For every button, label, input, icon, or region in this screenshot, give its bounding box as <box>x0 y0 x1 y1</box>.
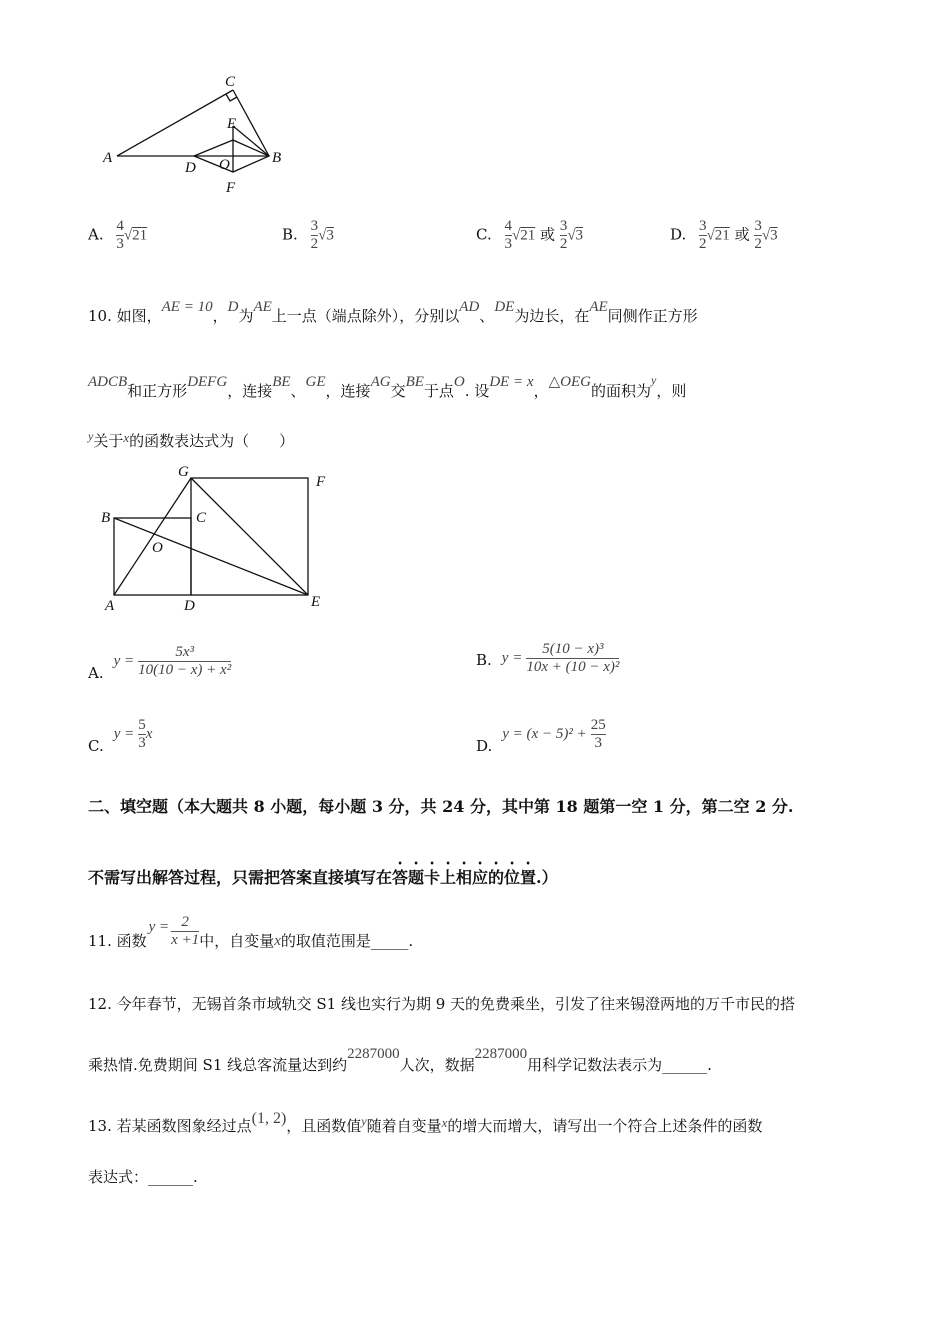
q9-option-c[interactable]: C. $\frac{4}{3}$ √21 或 $\frac{3}{2}$ √3 <box>476 218 584 252</box>
q10-line1: 10. 如图，AE = 10，D为AE上一点（端点除外），分别以AD、DE为边长，在AE同侧作正方形 <box>88 299 698 325</box>
q13-line1: 13. 若某函数图象经过点(1, 2)，且函数值$^y$随着自变量x的增大而增大，请写出一个符合上述条件的函数 <box>88 1110 763 1135</box>
fig1-label-a: A <box>103 150 113 166</box>
q10-option-a[interactable]: A. y = $\frac{\text{5x³}}{\text{10(10 − x) + x²}}$ <box>88 643 232 682</box>
fig1-label-c: C <box>225 74 236 90</box>
q12-line1: 12. 今年春节，无锡首条市域轨交 S1 线也实行为期 9 天的免费乘坐，引发了往来锡澄两地的万千市民的搭 <box>88 995 796 1013</box>
section2-heading-line2: 不需写出解答过程，只需把答案直接填写在答题卡上相应的位置.） <box>88 868 558 887</box>
q13-line2: 表达式：______. <box>88 1168 198 1186</box>
fig2-label-f: F <box>316 474 326 490</box>
q9-option-b[interactable]: B. $\frac{3}{2}$ √3 <box>282 218 334 252</box>
fig2-label-g: G <box>178 464 189 480</box>
squares-figure <box>95 458 345 618</box>
fig1-label-e: E <box>227 116 237 132</box>
q11: 11. 函数 y = $\frac{2}{x +1}$ 中，自变量 x 的取值范围是_____. <box>88 913 414 950</box>
q10-line3: $^y$关于x的函数表达式为（ ） <box>88 429 295 450</box>
q10-line2: ADCB和正方形DEFG，连接BE、GE，连接AG交BE于点O. 设DE = x，△OEG的面积为$^y$，则 <box>88 373 687 400</box>
triangle-figure <box>95 68 295 198</box>
fig2-label-b: B <box>101 510 111 526</box>
fig2-label-e: E <box>311 594 321 610</box>
fig2-label-a: A <box>105 598 115 614</box>
q10-option-d[interactable]: D. y = (x − 5)² + $\frac{25}{3}$ <box>476 716 606 755</box>
q12-line2: 乘热情.免费期间 S1 线总客流量达到约2287000人次，数据2287000用科学记数法表示为______. <box>88 1046 712 1074</box>
fig2-label-c: C <box>196 510 207 526</box>
fig1-label-f: F <box>226 180 236 196</box>
fig2-label-d: D <box>184 598 195 614</box>
q10-option-c[interactable]: C. y = $\frac{5}{3}$ x <box>88 716 153 755</box>
fig1-label-b: B <box>272 150 282 166</box>
section2-heading-line1: 二、填空题（本大题共 8 小题，每小题 3 分，共 24 分，其中第 18 题第一空 1 分，第二空 2 分. <box>88 797 794 816</box>
q9-option-d[interactable]: D. $\frac{3}{2}$ √21 或 $\frac{3}{2}$ √3 <box>670 218 778 252</box>
q10-option-b[interactable]: B. y = $\frac{\text{5(10 − x)³}}{\text{10x + (10 − x)²}}$ <box>476 640 620 675</box>
q9-option-a[interactable]: A. $\frac{4}{3}$ √21 <box>88 218 148 252</box>
fig1-label-o: O <box>219 157 230 173</box>
fig1-label-d: D <box>185 160 196 176</box>
fig2-label-o: O <box>152 540 163 556</box>
